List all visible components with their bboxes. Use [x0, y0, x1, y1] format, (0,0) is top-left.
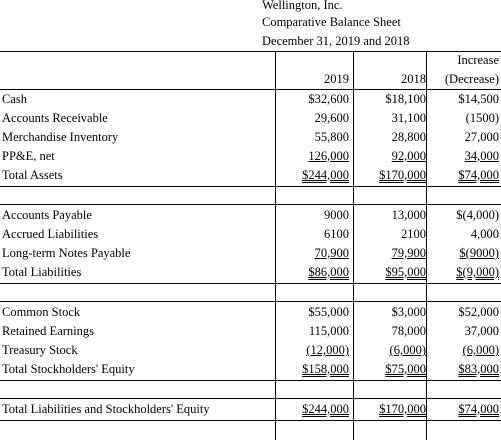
row-label: Total Assets	[2, 168, 63, 182]
value-2018: 92,000	[391, 149, 426, 163]
company-name: Wellington, Inc.	[262, 0, 343, 12]
value-2019: $32,600	[308, 92, 349, 106]
value-2019: (12,000)	[306, 343, 349, 357]
row-label: Accounts Payable	[2, 208, 92, 222]
value-2018: 2100	[401, 227, 426, 241]
value-2019: 29,600	[314, 111, 349, 125]
row-label: Merchandise Inventory	[2, 130, 119, 144]
row-label: Long-term Notes Payable	[2, 246, 131, 260]
value-2019: $244,000	[302, 402, 349, 416]
value-2018: 79,900	[391, 246, 426, 260]
value-change: (1500)	[465, 111, 499, 125]
value-2019: 55,800	[314, 130, 349, 144]
value-2018: 13,000	[391, 208, 426, 222]
value-change: $(4,000)	[456, 208, 499, 222]
column-divider-2018	[353, 51, 354, 440]
value-2018: 31,100	[391, 111, 426, 125]
value-2018: 28,800	[391, 130, 426, 144]
value-2018: 78,000	[391, 324, 426, 338]
value-change: (6,000)	[462, 343, 499, 357]
statement-title: Comparative Balance Sheet	[262, 15, 401, 29]
value-change: 37,000	[464, 324, 499, 338]
statement-period: December 31, 2019 and 2018	[262, 34, 410, 48]
value-2019: 70,900	[314, 246, 349, 260]
row-label: Total Stockholders' Equity	[2, 362, 135, 376]
value-2019: $86,000	[308, 265, 349, 279]
row-label: Treasury Stock	[2, 343, 78, 357]
row-label: Accrued Liabilities	[2, 227, 99, 241]
value-2019: 6100	[324, 227, 349, 241]
value-2018: $95,000	[385, 265, 426, 279]
row-label: Cash	[2, 92, 27, 106]
value-change: $74,000	[458, 168, 499, 182]
value-2018: $170,000	[379, 402, 426, 416]
value-2018: $75,000	[385, 362, 426, 376]
value-change: $(9000)	[459, 246, 499, 260]
row-label: Common Stock	[2, 305, 81, 319]
value-2018: (6,000)	[389, 343, 426, 357]
value-2019: 9000	[324, 208, 349, 222]
row-label: Total Liabilities and Stockholders' Equity	[2, 402, 210, 416]
value-change: $(9,000)	[456, 265, 499, 279]
value-2019: 126,000	[308, 149, 349, 163]
value-2019: 115,000	[308, 324, 349, 338]
col-header-2019: 2019	[324, 72, 349, 86]
row-label: Accounts Receivable	[2, 111, 108, 125]
value-2018: $170,000	[379, 168, 426, 182]
row-label: Total Liabilities	[2, 265, 82, 279]
change-header-line1: Increase	[457, 53, 499, 67]
row-label: PP&E, net	[2, 149, 55, 163]
row-label: Retained Earnings	[2, 324, 94, 338]
value-2019: $244,000	[302, 168, 349, 182]
value-change: $74,000	[458, 402, 499, 416]
value-change: 34,000	[464, 149, 499, 163]
value-change: $52,000	[458, 305, 499, 319]
value-change: 27,000	[464, 130, 499, 144]
value-2019: $55,000	[308, 305, 349, 319]
column-divider-2019	[275, 51, 276, 440]
value-2018: $3,000	[391, 305, 426, 319]
value-change: 4,000	[470, 227, 499, 241]
value-2018: $18,100	[385, 92, 426, 106]
value-change: $14,500	[458, 92, 499, 106]
column-divider-change	[426, 51, 427, 440]
value-2019: $158,000	[302, 362, 349, 376]
change-header-line2: (Decrease)	[444, 72, 499, 86]
col-header-2018: 2018	[401, 72, 426, 86]
value-change: $83,000	[458, 362, 499, 376]
